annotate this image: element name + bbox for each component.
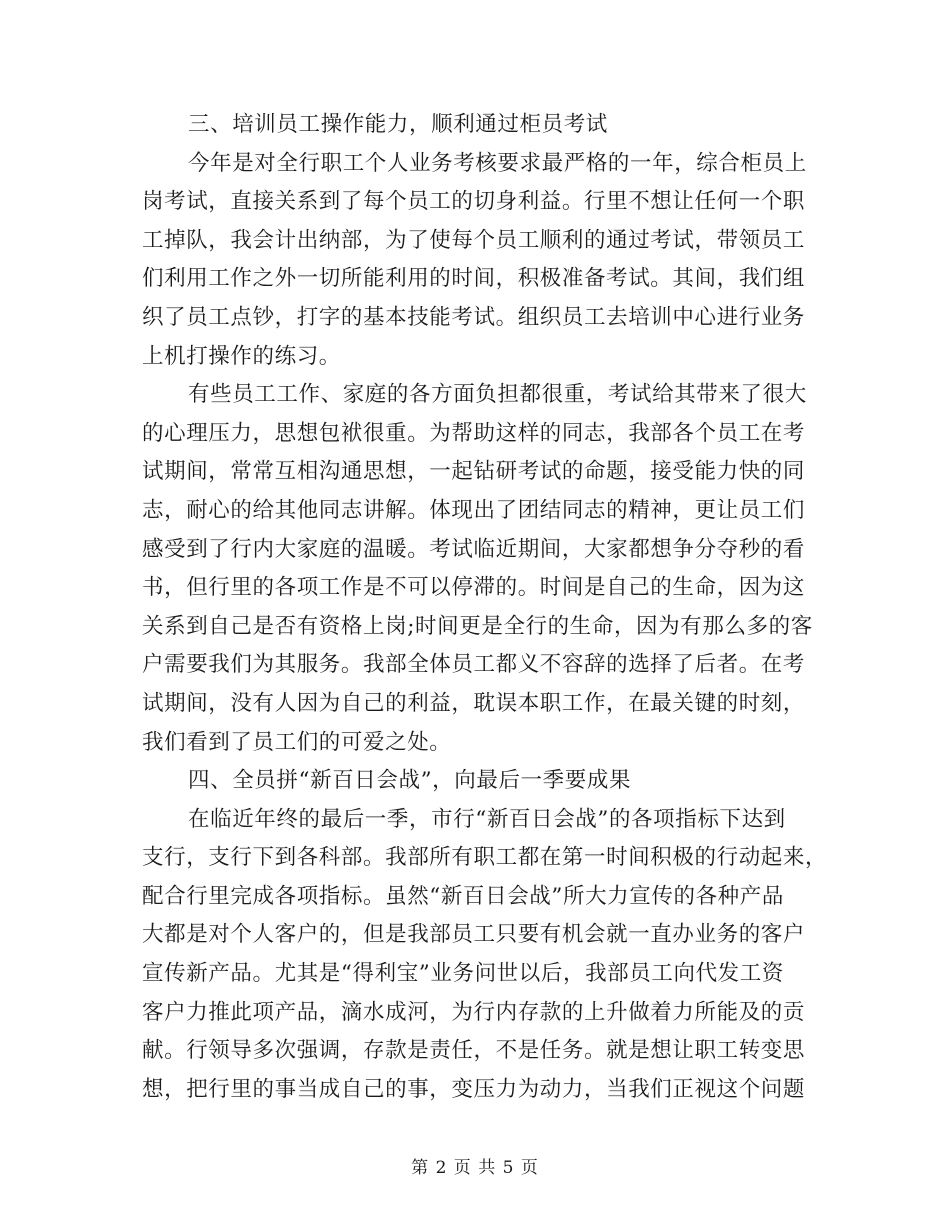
section-heading: 三、培训员工操作能力，顺利通过柜员考试 bbox=[188, 112, 608, 137]
text-line: 书，但行里的各项工作是不可以停滞的。时间是自己的生命，因为这 bbox=[142, 575, 806, 601]
paragraph bbox=[142, 376, 813, 762]
text-line: 志，耐心的给其他同志讲解。体现出了团结同志的精神，更让员工们 bbox=[142, 497, 806, 523]
text-line: 我们看到了员工们的可爱之处。 bbox=[142, 729, 452, 755]
text-line: 客户力推此项产品，滴水成河，为行内存款的上升做着力所能及的贡 bbox=[142, 999, 806, 1025]
text-line: 宣传新产品。尤其是“得利宝”业务问世以后，我部员工向代发工资 bbox=[142, 961, 784, 987]
text-line: 织了员工点钞，打字的基本技能考试。组织员工去培训中心进行业务 bbox=[142, 304, 806, 330]
text-line: 关系到自己是否有资格上岗;时间更是全行的生命，因为有那么多的客 bbox=[142, 613, 813, 639]
text-line: 试期间，常常互相沟通思想，一起钻研考试的命题，接受能力快的同 bbox=[142, 459, 806, 485]
document-body bbox=[142, 106, 828, 1109]
text-line: 岗考试，直接关系到了每个员工的切身利益。行里不想让任何一个职 bbox=[142, 189, 806, 215]
text-line: 支行，支行下到各科部。我部所有职工都在第一时间积极的行动起来， bbox=[142, 845, 828, 871]
text-line: 献。行领导多次强调，存款是责任，不是任务。就是想让职工转变思 bbox=[142, 1038, 806, 1064]
text-line: 今年是对全行职工个人业务考核要求最严格的一年，综合柜员上 bbox=[188, 150, 807, 176]
paragraph bbox=[142, 801, 828, 1110]
section-heading: 四、全员拼“新百日会战”，向最后一季要成果 bbox=[188, 768, 632, 794]
text-line: 配合行里完成各项指标。虽然“新百日会战”所大力宣传的各种产品 bbox=[142, 883, 784, 909]
text-line: 户需要我们为其服务。我部全体员工都义不容辞的选择了后者。在考 bbox=[142, 652, 806, 678]
text-line: 大都是对个人客户的，但是我部员工只要有机会就一直办业务的客户 bbox=[142, 922, 806, 948]
text-line: 们利用工作之外一切所能利用的时间，积极准备考试。其间，我们组 bbox=[142, 266, 806, 292]
text-line: 工掉队，我会计出纳部，为了使每个员工顺利的通过考试，带领员工 bbox=[142, 227, 806, 253]
paragraph bbox=[142, 145, 807, 377]
text-line: 想，把行里的事当成自己的事，变压力为动力，当我们正视这个问题 bbox=[142, 1076, 806, 1102]
text-line: 上机打操作的练习。 bbox=[142, 343, 341, 369]
text-line: 感受到了行内大家庭的温暖。考试临近期间，大家都想争分夺秒的看 bbox=[142, 536, 806, 562]
text-line: 的心理压力，思想包袱很重。为帮助这样的同志，我部各个员工在考 bbox=[142, 420, 806, 446]
text-line: 在临近年终的最后一季，市行“新百日会战”的各项指标下达到 bbox=[188, 806, 786, 832]
text-line: 试期间，没有人因为自己的利益，耽误本职工作，在最关键的时刻， bbox=[142, 690, 806, 716]
text-line: 有些员工工作、家庭的各方面负担都很重，考试给其带来了很大 bbox=[188, 382, 807, 408]
page-footer: 第 2 页 共 5 页 bbox=[411, 1158, 539, 1178]
